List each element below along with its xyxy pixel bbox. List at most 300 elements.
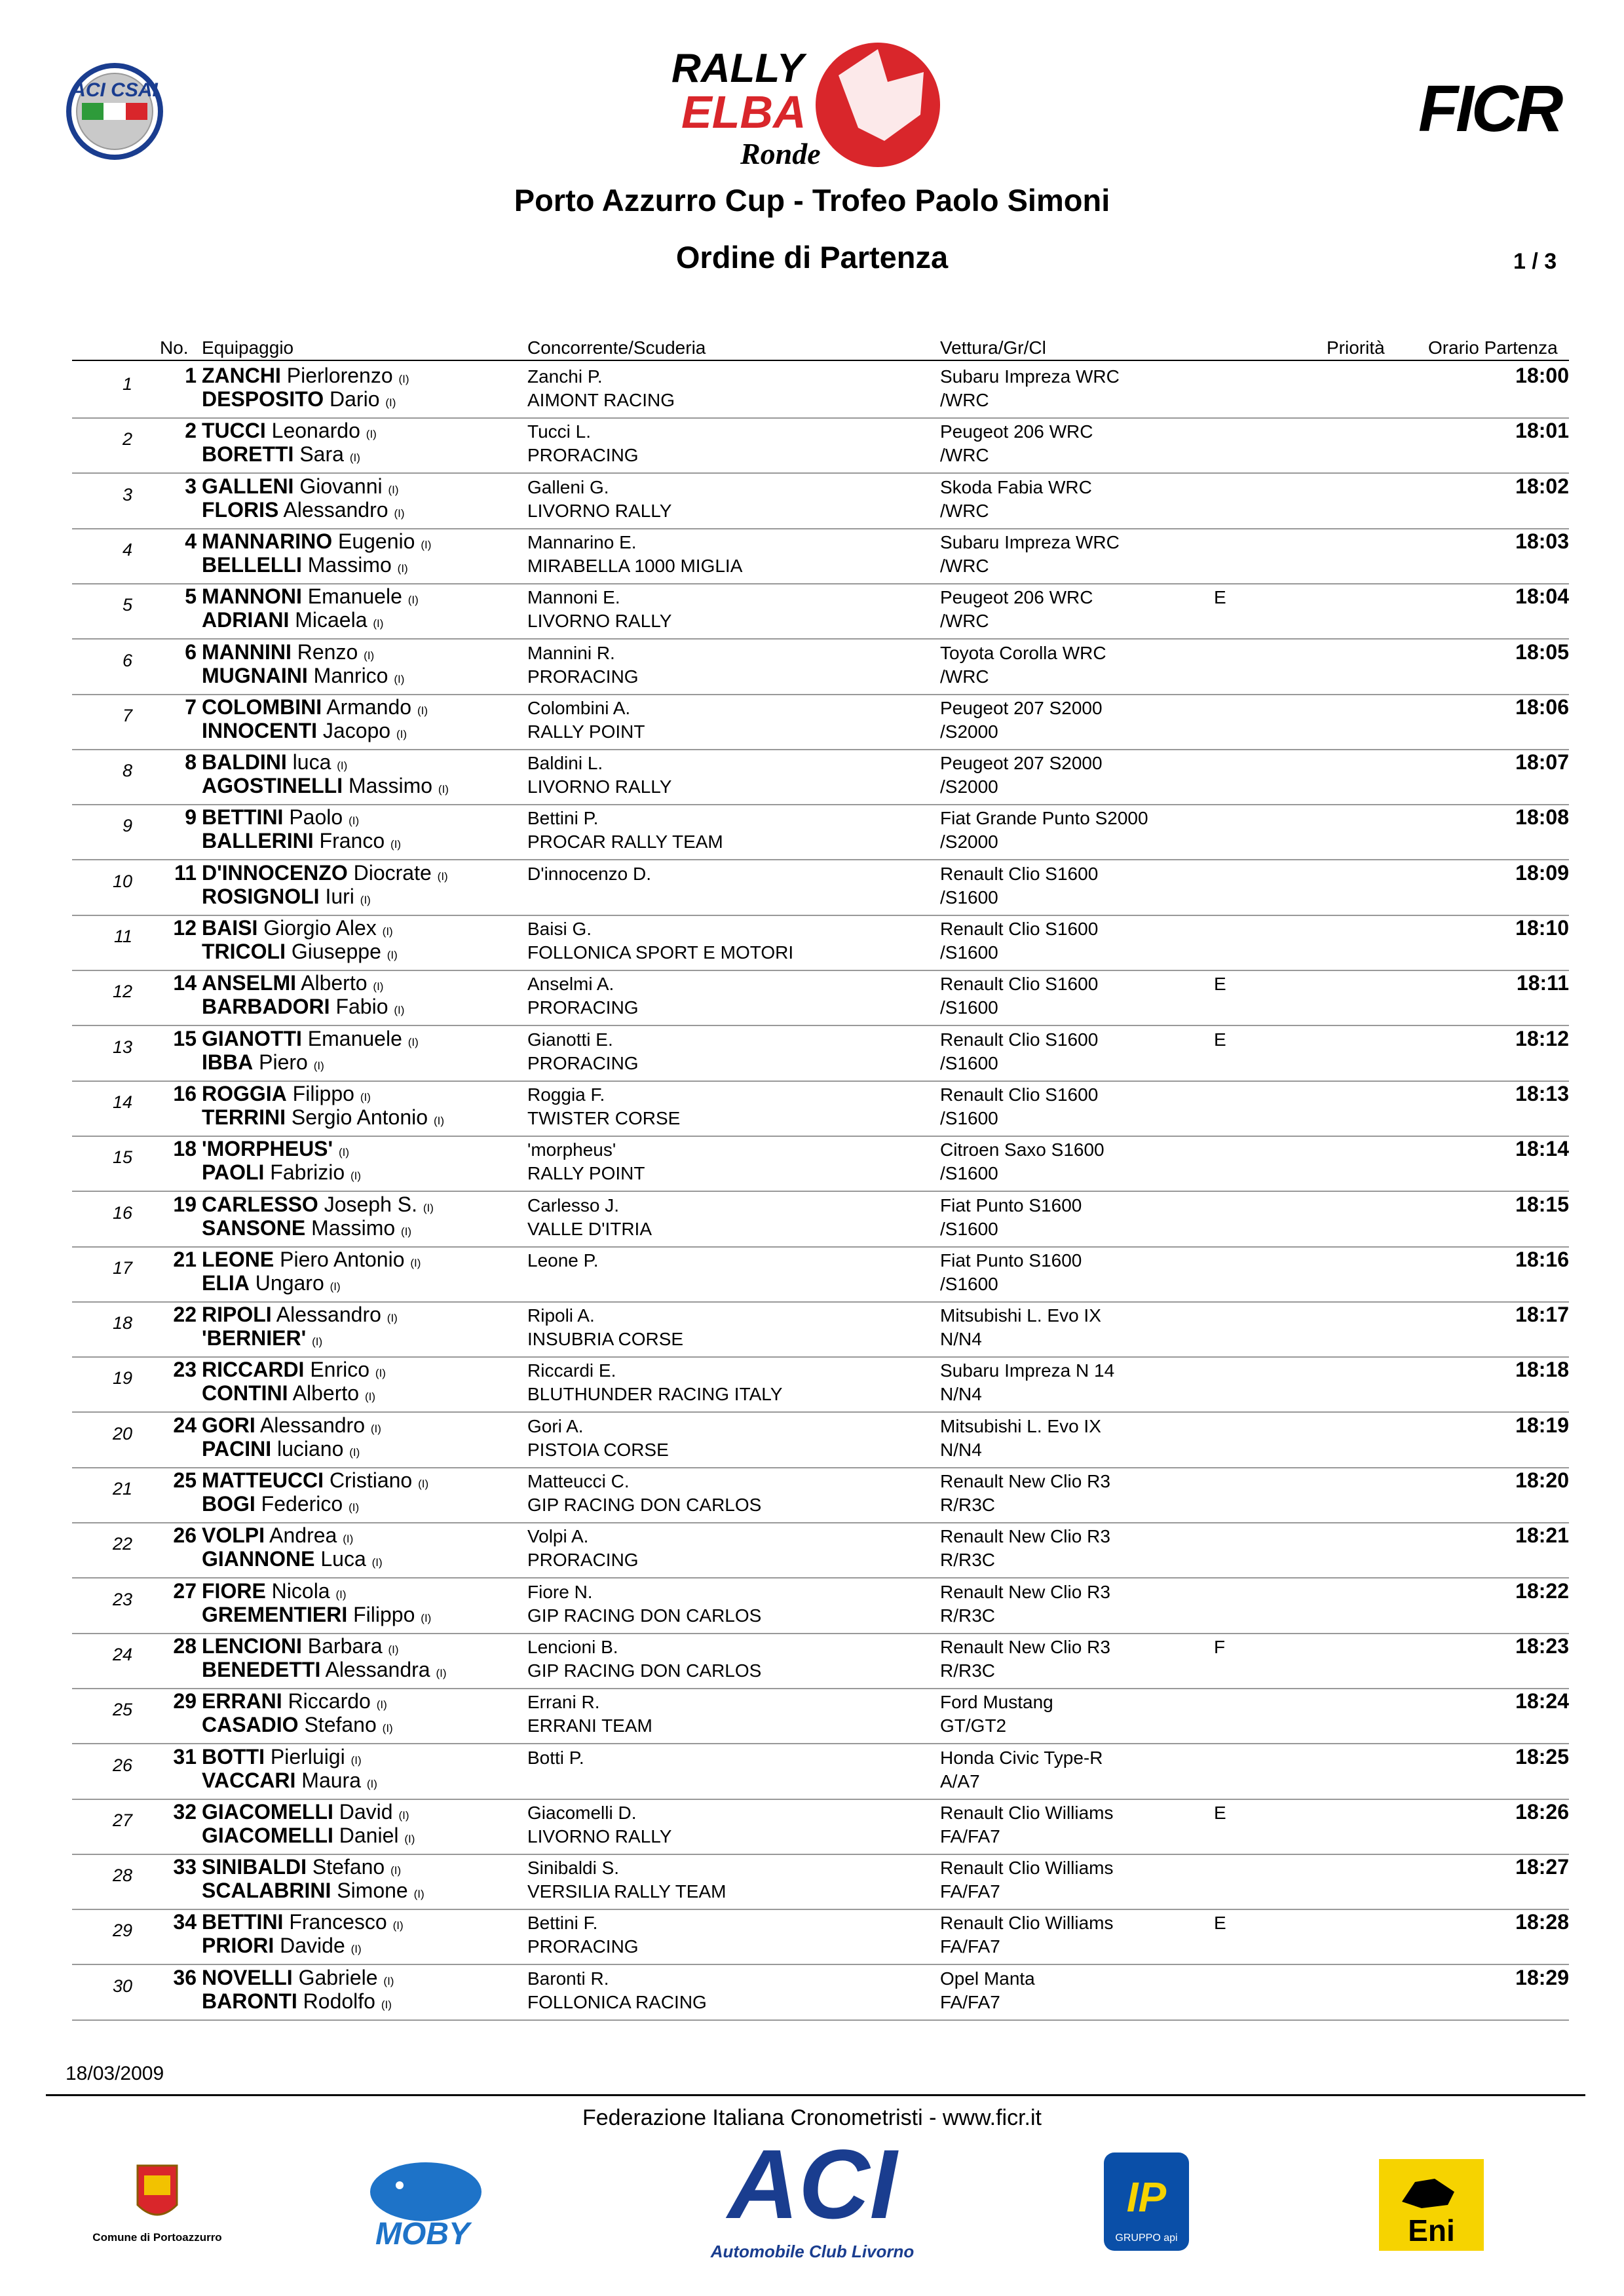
driver-surname: ERRANI: [202, 1689, 282, 1713]
team-name: PRORACING: [527, 997, 639, 1018]
car-class: /S1600: [940, 942, 998, 963]
team-name: FOLLONICA RACING: [527, 1991, 707, 2012]
table-row: [72, 528, 1569, 584]
car-number: 28: [173, 1634, 197, 1658]
team-name: MIRABELLA 1000 MIGLIA: [527, 555, 743, 576]
driver-nationality: (I): [407, 1035, 419, 1048]
codriver-nationality: (I): [413, 1888, 425, 1901]
codriver-surname: FLORIS: [202, 497, 279, 522]
sequence-number: 12: [112, 982, 132, 1002]
car-class: /WRC: [940, 611, 989, 632]
page-title: Porto Azzurro Cup - Trofeo Paolo Simoni: [514, 183, 1110, 218]
team-name: VALLE D'ITRIA: [527, 1218, 652, 1239]
driver-nationality: (I): [390, 1864, 402, 1877]
car-number: 16: [173, 1081, 197, 1105]
ficr-logo-text: FICR: [1418, 72, 1561, 145]
car-number: 19: [173, 1192, 197, 1216]
codriver-firstname: Daniel: [339, 1823, 399, 1847]
codriver-nationality: (I): [381, 1998, 392, 2011]
entrant-name: Baldini L.: [527, 753, 603, 774]
driver-nationality: (I): [382, 925, 393, 938]
driver-surname: BOTTI: [202, 1744, 265, 1769]
page-number: 1 / 3: [1513, 249, 1557, 274]
codriver-nationality: (I): [371, 1556, 383, 1569]
driver-firstname: Barbara: [307, 1634, 383, 1658]
codriver-surname: ELIA: [202, 1271, 250, 1295]
driver-nationality: (I): [392, 1919, 404, 1932]
start-time: 18:16: [1515, 1247, 1569, 1271]
codriver-surname: GIANNONE: [202, 1547, 315, 1571]
codriver-firstname: Iuri: [325, 884, 354, 908]
codriver-name: [202, 1934, 362, 1958]
driver-firstname: Nicola: [271, 1578, 330, 1603]
table-row: [72, 1688, 1569, 1744]
table-row: [72, 694, 1569, 750]
start-time: 18:15: [1515, 1192, 1569, 1216]
moby-logo: [354, 2156, 491, 2251]
codriver-name: [202, 719, 407, 743]
driver-nationality: (I): [383, 1974, 394, 1987]
table-row: [72, 473, 1569, 529]
car-model: Renault New Clio R3: [940, 1581, 1110, 1602]
priority: E: [1214, 974, 1226, 995]
start-time: 18:01: [1515, 419, 1569, 443]
codriver-name: [202, 387, 396, 411]
table-row: [72, 1467, 1569, 1523]
codriver-name: [202, 608, 383, 632]
codriver-nationality: (I): [394, 672, 405, 685]
sequence-number: 3: [122, 484, 132, 505]
codriver-nationality: (I): [373, 617, 384, 630]
codriver-surname: BARBADORI: [202, 995, 330, 1019]
driver-nationality: (I): [376, 1698, 387, 1712]
start-time: 18:25: [1515, 1744, 1569, 1769]
codriver-name: [202, 774, 449, 798]
codriver-name: [202, 995, 404, 1019]
driver-nationality: (I): [418, 1478, 429, 1490]
car-class: R/R3C: [940, 1605, 996, 1626]
header-divider: [72, 360, 1569, 361]
codriver-surname: PACINI: [202, 1436, 272, 1461]
car-class: A/A7: [940, 1770, 980, 1791]
driver-surname: GIANOTTI: [202, 1026, 302, 1050]
car-class: /WRC: [940, 666, 989, 687]
column-header-start-time: Orario Partenza: [1428, 337, 1558, 358]
car-number: 22: [173, 1303, 197, 1327]
table-row: [72, 1633, 1569, 1689]
car-model: Peugeot 206 WRC: [940, 421, 1093, 442]
driver-firstname: Armando: [326, 695, 412, 719]
car-number: 29: [173, 1689, 197, 1713]
entrant-name: Bettini F.: [527, 1913, 598, 1934]
codriver-nationality: (I): [385, 396, 396, 409]
team-name: INSUBRIA CORSE: [527, 1329, 684, 1350]
codriver-surname: AGOSTINELLI: [202, 774, 343, 798]
driver-firstname: Renzo: [297, 640, 358, 664]
codriver-name: [202, 498, 404, 522]
driver-name: [202, 750, 347, 775]
car-number: 12: [173, 916, 197, 940]
priority: E: [1214, 1913, 1226, 1934]
column-header-car: Vettura/Gr/Cl: [940, 337, 1046, 358]
codriver-name: [202, 1105, 444, 1130]
car-class: FA/FA7: [940, 1826, 1000, 1846]
sequence-number: 6: [122, 650, 132, 670]
team-name: LIVORNO RALLY: [527, 1826, 672, 1846]
codriver-surname: INNOCENTI: [202, 718, 317, 742]
car-model: Ford Mustang: [940, 1692, 1053, 1713]
codriver-firstname: Micaela: [295, 608, 368, 632]
car-class: R/R3C: [940, 1495, 996, 1515]
car-class: /S1600: [940, 1273, 998, 1294]
codriver-surname: PRIORI: [202, 1934, 274, 1958]
codriver-surname: MUGNAINI: [202, 663, 308, 687]
driver-firstname: Emanuele: [307, 1026, 402, 1050]
driver-name: [202, 640, 374, 664]
sequence-number: 21: [112, 1479, 132, 1499]
driver-name: [202, 1468, 428, 1493]
rally-logo-word: RALLY: [671, 46, 804, 91]
codriver-surname: CONTINI: [202, 1381, 288, 1406]
table-row: [72, 1578, 1569, 1634]
driver-nationality: (I): [388, 483, 399, 496]
driver-surname: SINIBALDI: [202, 1855, 307, 1879]
codriver-surname: SCALABRINI: [202, 1879, 331, 1903]
car-model: Subaru Impreza WRC: [940, 531, 1120, 552]
table-row: [72, 1246, 1569, 1303]
sequence-number: 13: [112, 1037, 132, 1057]
start-time: 18:27: [1515, 1855, 1569, 1879]
car-model: Renault Clio S1600: [940, 974, 1099, 995]
sequence-number: 7: [122, 705, 132, 725]
codriver-surname: BALLERINI: [202, 829, 314, 853]
codriver-firstname: Maura: [301, 1768, 361, 1792]
codriver-nationality: (I): [366, 1777, 377, 1790]
car-model: Peugeot 207 S2000: [940, 753, 1103, 774]
car-number: 31: [173, 1744, 197, 1769]
codriver-nationality: (I): [350, 1170, 362, 1183]
car-number: 33: [173, 1855, 197, 1879]
table-row: [72, 1136, 1569, 1192]
driver-surname: BAISI: [202, 916, 258, 940]
driver-nationality: (I): [335, 1588, 347, 1601]
codriver-nationality: (I): [390, 838, 402, 851]
driver-name: [202, 1082, 371, 1106]
driver-surname: NOVELLI: [202, 1965, 293, 1989]
car-number: 32: [173, 1799, 197, 1824]
car-model: Renault Clio S1600: [940, 1084, 1099, 1105]
car-number: 8: [185, 750, 197, 775]
codriver-nationality: (I): [313, 1059, 324, 1072]
entrant-name: Bettini P.: [527, 808, 599, 829]
table-row: [72, 1081, 1569, 1137]
codriver-name: [202, 1989, 392, 2014]
driver-firstname: luca: [292, 750, 331, 775]
driver-nationality: (I): [417, 704, 428, 717]
codriver-surname: ROSIGNOLI: [202, 884, 320, 908]
car-model: Fiat Grande Punto S2000: [940, 808, 1148, 829]
car-class: /S1600: [940, 1052, 998, 1073]
codriver-surname: TRICOLI: [202, 940, 286, 963]
driver-firstname: Stefano: [312, 1855, 385, 1879]
driver-firstname: Paolo: [289, 805, 343, 830]
car-class: /S2000: [940, 721, 998, 742]
sequence-number: 26: [112, 1755, 132, 1775]
team-name: PROCAR RALLY TEAM: [527, 832, 723, 852]
codriver-name: [202, 1824, 415, 1848]
team-name: GIP RACING DON CARLOS: [527, 1495, 762, 1515]
entrant-name: Galleni G.: [527, 476, 609, 497]
start-time: 18:18: [1515, 1358, 1569, 1382]
codriver-surname: BORETTI: [202, 442, 294, 467]
driver-name: [202, 861, 448, 885]
start-time: 18:19: [1515, 1413, 1569, 1437]
table-row: [72, 749, 1569, 805]
entrant-name: D'innocenzo D.: [527, 863, 651, 884]
team-name: GIP RACING DON CARLOS: [527, 1660, 762, 1681]
entrant-name: 'morpheus': [527, 1139, 616, 1160]
car-model: Renault New Clio R3: [940, 1526, 1110, 1547]
codriver-name: [202, 1437, 360, 1461]
entrant-name: Gori A.: [527, 1415, 584, 1436]
driver-name: [202, 1966, 394, 1990]
sequence-number: 14: [112, 1092, 132, 1112]
column-header-crew: Equipaggio: [202, 337, 294, 358]
codriver-nationality: (I): [350, 1943, 362, 1956]
team-name: LIVORNO RALLY: [527, 500, 672, 521]
codriver-firstname: Stefano: [304, 1713, 377, 1737]
entrant-name: Zanchi P.: [527, 366, 603, 387]
table-row: [72, 583, 1569, 640]
car-number: 5: [185, 584, 197, 609]
codriver-surname: BOGI: [202, 1492, 255, 1516]
start-time: 18:22: [1515, 1578, 1569, 1603]
start-time: 18:28: [1515, 1910, 1569, 1934]
start-time: 18:29: [1515, 1965, 1569, 1989]
driver-surname: BALDINI: [202, 750, 287, 775]
entrant-name: Fiore N.: [527, 1581, 593, 1602]
table-row: [72, 915, 1569, 971]
team-name: PRORACING: [527, 666, 639, 687]
driver-surname: LEONE: [202, 1247, 274, 1271]
codriver-name: [202, 1271, 341, 1295]
entrant-name: Sinibaldi S.: [527, 1858, 620, 1879]
codriver-firstname: Simone: [337, 1879, 408, 1903]
start-time: 18:11: [1516, 971, 1569, 995]
priority: E: [1214, 1029, 1226, 1050]
codriver-name: [202, 1050, 324, 1075]
driver-surname: GALLENI: [202, 474, 294, 498]
sequence-number: 9: [122, 816, 132, 836]
ip-logo-subtitle: GRUPPO api: [1115, 2232, 1178, 2244]
driver-name: [202, 1579, 347, 1603]
car-model: Opel Manta: [940, 1968, 1035, 1989]
team-name: RALLY POINT: [527, 721, 645, 742]
codriver-name: [202, 442, 360, 467]
car-model: Renault Clio Williams: [940, 1913, 1114, 1934]
car-model: Renault Clio Williams: [940, 1802, 1114, 1823]
driver-surname: 'MORPHEUS': [202, 1137, 333, 1161]
car-class: /WRC: [940, 445, 989, 466]
driver-nationality: (I): [337, 759, 348, 773]
driver-firstname: Pierluigi: [270, 1744, 345, 1769]
codriver-nationality: (I): [349, 451, 360, 465]
start-time: 18:17: [1515, 1303, 1569, 1327]
start-time: 18:08: [1515, 805, 1569, 830]
start-time: 18:04: [1515, 584, 1569, 609]
entrant-name: Ripoli A.: [527, 1305, 595, 1326]
driver-nationality: (I): [407, 594, 419, 607]
car-class: /WRC: [940, 500, 989, 521]
driver-surname: FIORE: [202, 1578, 266, 1603]
car-model: Skoda Fabia WRC: [940, 476, 1092, 497]
footer-divider: [46, 2094, 1585, 2096]
driver-firstname: Pierlorenzo: [286, 364, 393, 387]
aci-livorno-logo-text: ACI: [727, 2139, 897, 2239]
driver-nationality: (I): [373, 980, 384, 993]
entrant-name: Gianotti E.: [527, 1029, 613, 1050]
start-time: 18:13: [1515, 1081, 1569, 1105]
start-time: 18:05: [1515, 640, 1569, 664]
sequence-number: 30: [112, 1976, 132, 1996]
car-number: 7: [185, 695, 197, 719]
start-time: 18:02: [1515, 474, 1569, 498]
start-time: 18:00: [1515, 364, 1569, 387]
driver-surname: MANNINI: [202, 640, 292, 664]
car-number: 24: [173, 1413, 197, 1437]
car-number: 2: [185, 419, 197, 443]
car-model: Peugeot 206 WRC: [940, 587, 1093, 608]
table-row: [72, 1854, 1569, 1910]
car-class: N/N4: [940, 1329, 982, 1350]
car-class: R/R3C: [940, 1550, 996, 1571]
codriver-surname: ADRIANI: [202, 608, 290, 632]
codriver-nationality: (I): [438, 783, 449, 796]
team-name: PRORACING: [527, 1550, 639, 1571]
driver-firstname: Francesco: [289, 1910, 387, 1934]
entrant-name: Baronti R.: [527, 1968, 609, 1989]
codriver-nationality: (I): [404, 1832, 415, 1845]
entrant-name: Mannarino E.: [527, 531, 637, 552]
driver-surname: MATTEUCCI: [202, 1468, 324, 1492]
table-row: [72, 639, 1569, 695]
driver-firstname: Eugenio: [337, 529, 415, 553]
codriver-surname: BARONTI: [202, 1989, 297, 2013]
table-row: [72, 1522, 1569, 1578]
driver-surname: MANNARINO: [202, 529, 333, 553]
start-time: 18:09: [1515, 860, 1569, 885]
codriver-surname: GREMENTIERI: [202, 1602, 348, 1626]
team-name: FOLLONICA SPORT E MOTORI: [527, 942, 794, 963]
team-name: PRORACING: [527, 1936, 639, 1957]
start-time: 18:06: [1515, 695, 1569, 719]
driver-name: [202, 971, 383, 995]
start-time: 18:07: [1515, 750, 1569, 775]
codriver-surname: 'BERNIER': [202, 1326, 307, 1350]
driver-name: [202, 1193, 434, 1217]
codriver-firstname: Manrico: [313, 663, 388, 687]
codriver-firstname: Jacopo: [322, 718, 391, 742]
codriver-surname: GIACOMELLI: [202, 1823, 333, 1847]
driver-nationality: (I): [437, 870, 448, 883]
driver-firstname: Gabriele: [298, 1965, 378, 1989]
codriver-nationality: (I): [382, 1722, 393, 1735]
priority: F: [1214, 1636, 1226, 1657]
table-row: [72, 804, 1569, 860]
codriver-nationality: (I): [421, 1611, 432, 1624]
table-row: [72, 970, 1569, 1026]
codriver-firstname: Sergio Antonio: [291, 1105, 428, 1129]
car-class: /S1600: [940, 1107, 998, 1128]
driver-nationality: (I): [339, 1146, 350, 1159]
codriver-firstname: Giuseppe: [291, 940, 381, 963]
entrant-name: Mannoni E.: [527, 587, 620, 608]
team-name: RALLY POINT: [527, 1163, 645, 1184]
codriver-firstname: Massimo: [311, 1215, 396, 1240]
codriver-surname: TERRINI: [202, 1105, 286, 1129]
start-time: 18:23: [1515, 1634, 1569, 1658]
car-model: Peugeot 207 S2000: [940, 697, 1103, 718]
codriver-nationality: (I): [401, 1225, 412, 1238]
codriver-surname: CASADIO: [202, 1713, 299, 1737]
entrant-name: Carlesso J.: [527, 1195, 620, 1215]
driver-surname: GIACOMELLI: [202, 1799, 333, 1824]
driver-nationality: (I): [350, 1753, 362, 1767]
driver-surname: ANSELMI: [202, 971, 296, 995]
driver-firstname: Leonardo: [271, 419, 360, 443]
car-class: /WRC: [940, 555, 989, 576]
column-header-no: No.: [160, 337, 189, 358]
driver-name: [202, 1800, 409, 1824]
driver-surname: VOLPI: [202, 1523, 265, 1548]
team-name: PRORACING: [527, 445, 639, 466]
driver-name: [202, 584, 419, 609]
codriver-surname: SANSONE: [202, 1215, 306, 1240]
codriver-firstname: Piero: [259, 1050, 308, 1074]
codriver-name: [202, 1603, 431, 1627]
entrant-name: Colombini A.: [527, 697, 631, 718]
car-class: /S1600: [940, 1218, 998, 1239]
driver-name: [202, 474, 399, 499]
driver-name: [202, 419, 377, 443]
sequence-number: 4: [122, 539, 132, 560]
driver-firstname: Alessandro: [259, 1413, 365, 1437]
car-model: Toyota Corolla WRC: [940, 642, 1106, 663]
codriver-firstname: Fabrizio: [270, 1160, 345, 1185]
codriver-surname: BENEDETTI: [202, 1657, 321, 1681]
entrant-name: Baisi G.: [527, 919, 592, 939]
car-number: 11: [174, 860, 197, 885]
car-model: Renault New Clio R3: [940, 1636, 1110, 1657]
car-model: Subaru Impreza N 14: [940, 1360, 1115, 1381]
sequence-number: 11: [113, 927, 132, 946]
car-class: /S1600: [940, 1163, 998, 1184]
codriver-firstname: Alberto: [292, 1381, 360, 1406]
driver-surname: D'INNOCENZO: [202, 860, 348, 885]
entrant-name: Errani R.: [527, 1692, 600, 1713]
car-model: Mitsubishi L. Evo IX: [940, 1415, 1101, 1436]
aci-livorno-subtitle: Automobile Club Livorno: [710, 2242, 915, 2261]
car-number: 21: [173, 1247, 197, 1271]
codriver-name: [202, 1381, 375, 1406]
aci-livorno-logo: [694, 2139, 930, 2264]
driver-firstname: Piero Antonio: [280, 1247, 405, 1271]
team-name: VERSILIA RALLY TEAM: [527, 1881, 727, 1902]
driver-surname: BETTINI: [202, 1910, 284, 1934]
table-row: [72, 417, 1569, 474]
table-row: [72, 362, 1569, 419]
table-row: [72, 1191, 1569, 1248]
